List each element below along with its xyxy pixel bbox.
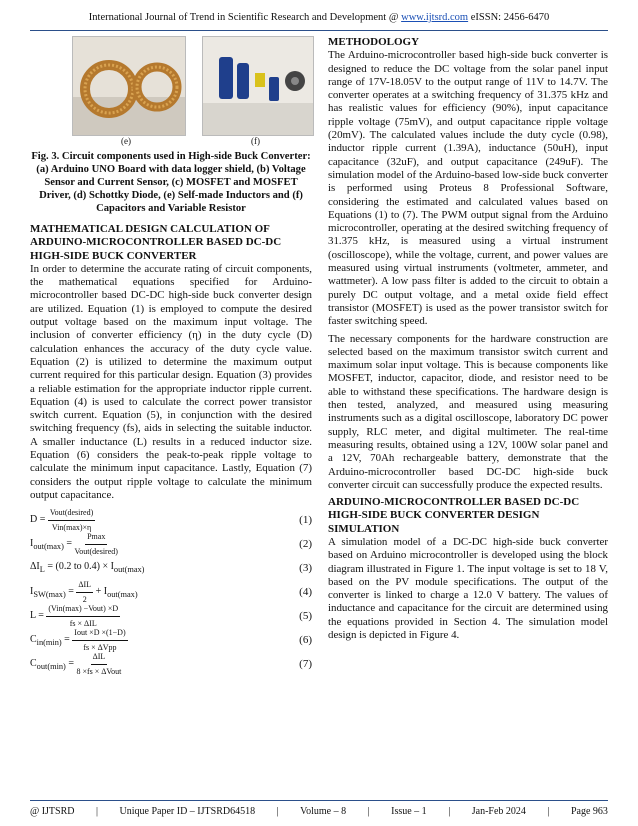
toroid-inductors-image [73,37,185,135]
equation-1 [30,508,312,532]
equation-7 [30,652,312,676]
equation-6 [30,628,312,652]
footer-issue: Issue – 1 [391,806,427,817]
footer-separator: | [448,806,451,817]
footer-page-number: Page 963 [570,806,608,817]
equation-1-lhs: D = [30,514,46,526]
equation-6-lhs: C [30,634,37,646]
methodology-paragraph-2: The necessary components for the hardware construction are selected based on the maximum transistor switch current and maximum solar input voltage. This is because components like MOSFET, inductor, capacitor, diode, and resistor need to be able to withstand these specifications. The hardware design is then tested, analyzed, and measured using measuring instruments such as a digital oscilloscope, laboratory DC power supply, RLC meter, and digital multimeter. The real-time measuring results, obtained using a 12V, 100W solar panel and a 12V, 70Ah rechargeable battery, demonstrate that the Arduino-microcontroller based DC-DC high-side buck converter circuit can successfully produce the expected results. [328,332,608,491]
equation-7-number: (7) [299,657,312,670]
capacitors-resistor-image [203,37,313,135]
equation-3-lhs-sub: L [39,565,45,575]
equation-3-lhs: ΔI [30,561,40,573]
left-column [30,36,312,676]
equation-3-rhs-sub: out(max) [113,565,145,575]
equation-6-lhs-sub: in(min) [36,638,62,648]
footer-separator: | [547,806,550,817]
equation-2-lhs: I [30,538,34,550]
equation-4-number: (4) [299,585,312,598]
equation-4-denominator: 2 [82,594,87,604]
equation-4-numerator: ΔIL [76,578,93,592]
equation-3-rhs: = (0.2 to 0.4) × I [44,561,114,573]
footer-separator: | [96,806,99,817]
equation-2-numerator: Pmax [85,530,107,544]
equation-7-fraction [76,650,121,678]
equation-5-numerator: (Vin(max) −Vout) ×D [46,602,120,616]
equation-2-denominator: Vout(desired) [74,546,118,556]
figure-label-f: (f) [251,135,260,146]
equation-2-lhs-sub: out(max) [33,542,64,552]
equation-4-equals: = [65,586,74,598]
right-column [328,36,608,646]
equation-2-number: (2) [299,537,312,550]
equations-block [30,508,312,676]
figure-label-e: (e) [121,135,131,146]
equation-1-numerator: Vout(desired) [48,506,95,520]
equation-4-rhs-sub: out(max) [107,590,138,600]
equation-4-lhs: I [30,586,34,598]
header-website-link[interactable]: www.ijtsrd.com [401,12,469,23]
math-design-paragraph: In order to determine the accurate rating of circuit components, the mathematical equations specified for Arduino-microcontroller based DC-DC high-side buck converter design are utilized. Equation (1) is employed to compute the desired output voltage based on the maximum input voltage. The inclusion of converter efficiency (η) in the duty cycle (D) calculation enhances the accuracy of the duty cycle value. Equation (2) is utilized to determine the maximum output current required for this particular design. Equation (3) provides a reliable estimation for the appropriate inductor ripple current. Equation (4) is used to calculate the correct power transistor switch current. Equation (5), in conjunction with the desired switching frequency (fs), aids in selecting the suitable inductor. A smaller inductance (L) results in a reduced inductor size. Equation (6) considers the peak-to-peak ripple voltage to calculate the minimum input capacitance. Lastly, Equation (7) considers the output ripple voltage to calculate the minimum output capacitance. [30,262,312,501]
running-header [0,12,638,23]
footer-journal: @ IJTSRD [30,806,75,817]
section-heading-math-design: MATHEMATICAL DESIGN CALCULATION OF ARDUINO-MICROCONTROLLER BASED DC-DC HIGH-SIDE BUCK CONVERTER [30,223,282,262]
section-heading-simulation: ARDUINO-MICROCONTROLLER BASED DC-DC HIGH-SIDE BUCK CONVERTER DESIGN SIMULATION [328,496,580,535]
equation-7-equals: = [65,658,74,670]
header-journal-name: International Journal of Trend in Scientific Research and Development @ [88,12,402,23]
equation-6-numerator: Iout ×D ×(1−D) [72,626,127,640]
simulation-paragraph: A simulation model of a DC-DC high-side buck converter based on Arduino microcontroller is developed using the block diagram illustrated in Figure 1. The input voltage is set to 18 V, based on the PV module specifications. The output of the converter is linked to charge a 12.0 V battery. The values of inductance and capacitance for the circuit are determined using the equations provided in Section 4. The simulation model design is depicted in Figure 4. [328,535,608,642]
footer-separator: | [276,806,279,817]
footer-rule [30,800,608,801]
footer-separator: | [367,806,370,817]
equation-5-lhs: L = [30,610,44,622]
equation-6-denominator: fs × ΔVpp [83,642,117,652]
equation-5 [30,604,312,628]
equation-2-fraction [75,530,118,558]
equation-3 [30,556,312,580]
equation-2 [30,532,312,556]
equation-3-number: (3) [299,561,312,574]
equation-7-numerator: ΔIL [91,650,108,664]
equation-6-equals: = [61,634,70,646]
equation-1-number: (1) [299,513,312,526]
equation-7-denominator: 8 ×fs × ΔVout [76,666,122,676]
equation-1-denominator: Vin(max)×η [51,522,92,532]
running-footer [30,806,608,817]
equation-4-lhs-sub: SW(max) [33,590,66,600]
header-rule [30,30,608,31]
equation-5-denominator: fs × ΔIL [69,618,97,628]
inductors-photo [72,36,186,146]
equation-7-lhs: C [30,658,37,670]
equation-6-number: (6) [299,633,312,646]
equation-5-number: (5) [299,609,312,622]
figure-caption: Fig. 3. Circuit components used in High-side Buck Converter: (a) Arduino UNO Board with data logger shield, (b) Voltage Sensor and Current Sensor, (c) MOSFET and MOSFET Driver, (d) Schottky Diode, (e) Self-made Inductors and (f) Capacitors and Variable Resistor [31,151,311,214]
header-issn: eISSN: 2456-6470 [468,12,550,23]
section-heading-methodology: METHODOLOGY [328,36,420,48]
footer-date: Jan-Feb 2024 [471,806,526,817]
equation-2-equals: = [63,538,73,550]
equation-7-lhs-sub: out(min) [36,662,66,672]
footer-volume: Volume – 8 [300,806,347,817]
methodology-paragraph-1: The Arduino-microcontroller based high-side buck converter is designed to reduce the DC voltage from the solar panel input range of 17V-18.05V to the output range of 11V to 14.7V. The converter operates at a switching frequency of 31.375 kHz and has realistic values for efficiency (90%), input capacitance ripple voltage (75mV), and output capacitance ripple voltage (20mV). The calculated values include the duty cycle (0.98), inductor ripple current (1.39A), inductance (50uH), input capacitance (32uF), and output capacitance (249uF). The simulation model of the Arduino-based low-side buck converter is performed using Proteus 8 Professional Software, considering the estimated and calculated values based on Equations (1) to (7). The PWM output signal from the Arduino microcontroller, operating at the desired switching frequency of 31.375 kHz, is measured using a virtual instrument (oscilloscope), while the voltage, current, and power values are measured using virtual instruments (voltmeter, ammeter, and wattmeter). A low pass filter is added to the circuit to obtain a purely DC output voltage, and a metal oxide field effect transistor (MOSFET) is used as the power transistor switch for faster switching speed. [328,49,608,328]
equation-4-rhs: + I [93,586,108,598]
footer-paper-id: Unique Paper ID – IJTSRD64518 [119,806,256,817]
equation-4 [30,580,312,604]
figure-photos [72,36,312,144]
capacitors-photo [202,36,314,146]
